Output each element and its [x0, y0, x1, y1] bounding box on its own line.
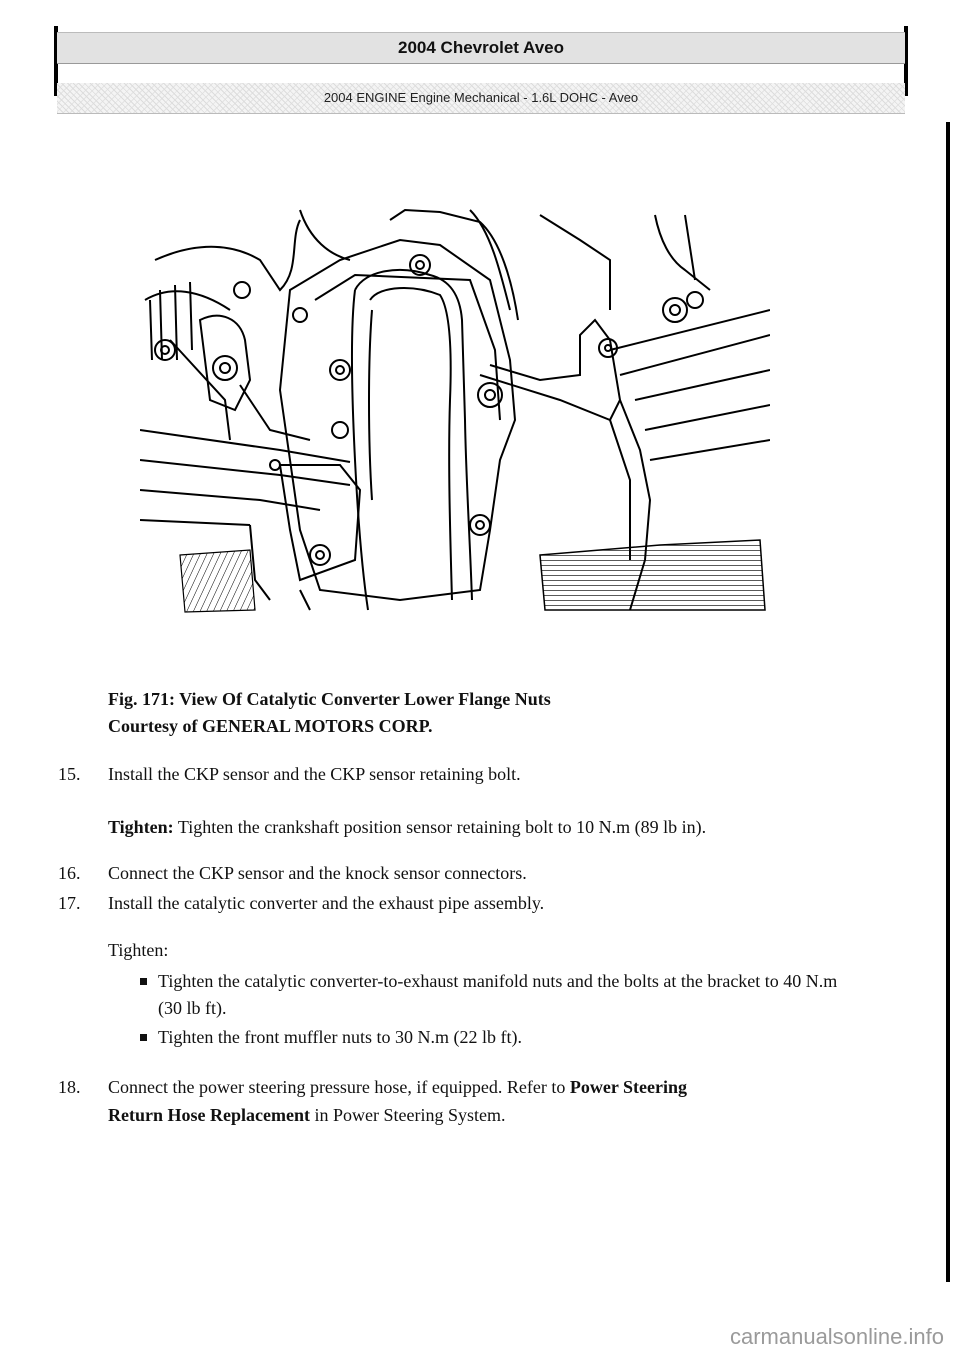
step-text-part: Connect the power steering pressure hose, if equipped. Refer to — [108, 1077, 570, 1097]
return-hose-replacement-link[interactable]: Return Hose Replacement — [108, 1105, 310, 1125]
figure-caption-title: Fig. 171: View Of Catalytic Converter Lower Flange Nuts — [108, 689, 551, 709]
bullet-dot — [140, 1034, 147, 1041]
page-header — [57, 26, 905, 105]
step-text — [108, 1073, 898, 1129]
figure-caption-credit: Courtesy of GENERAL MOTORS CORP. — [108, 716, 433, 736]
step-text: Connect the CKP sensor and the knock sensor connectors. — [108, 863, 527, 883]
tighten-text: Tighten the crankshaft position sensor retaining bolt to 10 N.m (89 lb in). — [173, 817, 707, 837]
step-number: 17. — [58, 893, 81, 913]
header-subtitle: 2004 ENGINE Engine Mechanical - 1.6L DOHC - Aveo — [57, 83, 905, 114]
watermark: carmanualsonline.info — [729, 1324, 944, 1349]
step-number: 15. — [58, 764, 81, 784]
catalytic-converter-illustration — [140, 200, 770, 620]
step-number: 16. — [58, 863, 81, 883]
page-right-rule — [946, 122, 950, 1282]
power-steering-link[interactable]: Power Steering — [569, 1077, 687, 1097]
bullet-text: Tighten the front muffler nuts to 30 N.m (22 lb ft). — [158, 1027, 522, 1047]
step-text: Install the catalytic converter and the exhaust pipe assembly. — [108, 893, 545, 913]
tighten-label: Tighten: — [108, 817, 174, 837]
header-title: 2004 Chevrolet Aveo — [57, 32, 905, 64]
bullet-text: Tighten the catalytic converter-to-exhaust manifold nuts and the bolts at the bracket to 40 N.m (30 lb ft). — [158, 971, 838, 1018]
figure-caption — [108, 686, 551, 740]
bullet-dot — [140, 978, 147, 985]
tighten-17-label: Tighten: — [108, 940, 169, 960]
step-number: 18. — [58, 1077, 81, 1097]
tighten-15 — [108, 813, 706, 841]
step-text: Install the CKP sensor and the CKP sensor retaining bolt. — [108, 764, 521, 784]
step-text-part: in Power Steering System. — [309, 1105, 506, 1125]
